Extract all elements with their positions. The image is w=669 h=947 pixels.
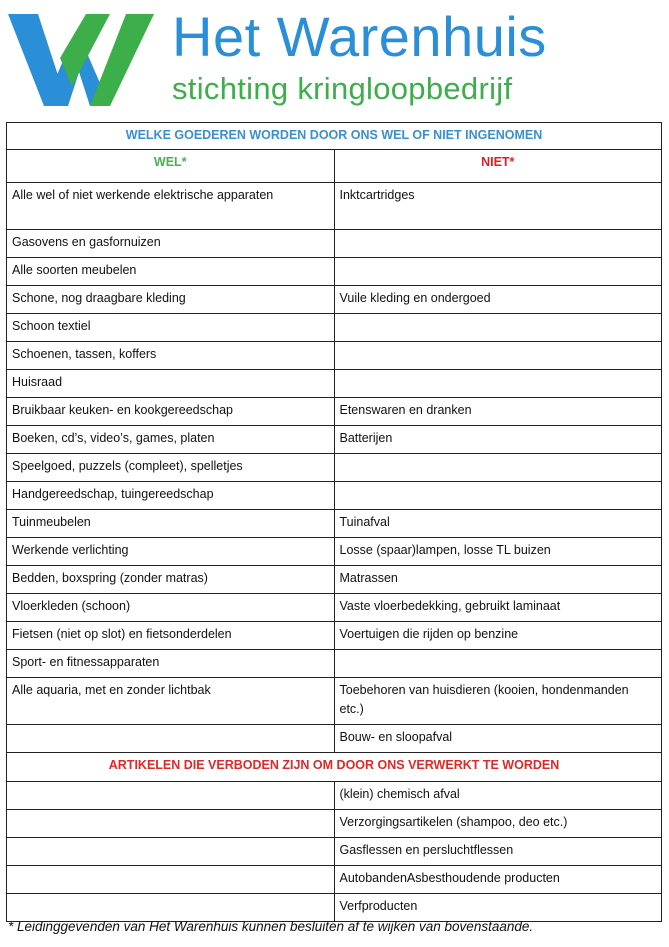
wel-cell: Schoon textiel [7,314,335,342]
forbidden-cell: (klein) chemisch afval [334,782,662,810]
wel-cell: Schoenen, tassen, koffers [7,342,335,370]
table-row [7,286,662,314]
wel-cell [7,810,335,838]
niet-cell: Losse (spaar)lampen, losse TL buizen [334,538,662,566]
niet-cell: Vuile kleding en ondergoed [334,286,662,314]
wel-cell: Sport- en fitnessapparaten [7,650,335,678]
column-header-row [7,150,662,183]
table-row [7,650,662,678]
wel-cell [7,894,335,922]
niet-cell: Vaste vloerbedekking, gebruikt laminaat [334,594,662,622]
forbidden-title: ARTIKELEN DIE VERBODEN ZIJN OM DOOR ONS VERWERKT TE WORDEN [7,753,662,782]
niet-cell: Toebehoren van huisdieren (kooien, hondenmanden etc.) [334,678,662,725]
footnote: * Leidinggevenden van Het Warenhuis kunnen besluiten af te wijken van bovenstaande. [8,919,534,934]
table-row [7,398,662,426]
column-header-wel: WEL* [7,150,335,183]
table-row [7,370,662,398]
table-title-row [7,123,662,150]
brand-title: Het Warenhuis [172,5,547,68]
wel-cell: Huisraad [7,370,335,398]
niet-cell: Bouw- en sloopafval [334,725,662,753]
wel-cell [7,866,335,894]
niet-cell: Etenswaren en dranken [334,398,662,426]
table-row [7,454,662,482]
table-row [7,594,662,622]
wel-cell: Alle aquaria, met en zonder lichtbak [7,678,335,725]
table-row [7,314,662,342]
table-row [7,258,662,286]
wel-cell: Alle soorten meubelen [7,258,335,286]
table-row [7,482,662,510]
wel-cell: Schone, nog draagbare kleding [7,286,335,314]
wel-cell [7,838,335,866]
goods-table [6,122,662,922]
table-row [7,342,662,370]
niet-cell [334,454,662,482]
column-header-niet: NIET* [334,150,662,183]
forbidden-title-row [7,753,662,782]
niet-cell [334,650,662,678]
wel-cell: Boeken, cd’s, video’s, games, platen [7,426,335,454]
niet-cell: Tuinafval [334,510,662,538]
brand-subtitle: stichting kringloopbedrijf [172,71,513,106]
forbidden-row [7,810,662,838]
wel-cell: Alle wel of niet werkende elektrische apparaten [7,183,335,230]
forbidden-cell: Verfproducten [334,894,662,922]
table-row [7,230,662,258]
wel-cell [7,782,335,810]
table-title: WELKE GOEDEREN WORDEN DOOR ONS WEL OF NIET INGENOMEN [7,123,662,150]
niet-cell [334,482,662,510]
table-row [7,426,662,454]
niet-cell [334,230,662,258]
niet-cell [334,258,662,286]
forbidden-cell: Gasflessen en persluchtflessen [334,838,662,866]
niet-cell [334,370,662,398]
wel-cell: Werkende verlichting [7,538,335,566]
wel-cell [7,725,335,753]
table-row [7,538,662,566]
forbidden-row [7,782,662,810]
forbidden-row [7,894,662,922]
niet-cell: Matrassen [334,566,662,594]
wel-cell: Fietsen (niet op slot) en fietsonderdelen [7,622,335,650]
table-row [7,725,662,753]
niet-cell: Batterijen [334,426,662,454]
niet-cell [334,314,662,342]
table-row [7,566,662,594]
forbidden-row [7,838,662,866]
header [0,0,669,118]
table-row [7,183,662,230]
wel-cell: Speelgoed, puzzels (compleet), spelletjes [7,454,335,482]
niet-cell: Voertuigen die rijden op benzine [334,622,662,650]
forbidden-row [7,866,662,894]
warenhuis-logo-icon [6,6,156,114]
wel-cell: Tuinmeubelen [7,510,335,538]
table-row [7,510,662,538]
wel-cell: Gasovens en gasfornuizen [7,230,335,258]
wel-cell: Bruikbaar keuken- en kookgereedschap [7,398,335,426]
niet-cell: Inktcartridges [334,183,662,230]
niet-cell [334,342,662,370]
wel-cell: Handgereedschap, tuingereedschap [7,482,335,510]
table-row [7,678,662,725]
wel-cell: Bedden, boxspring (zonder matras) [7,566,335,594]
wel-cell: Vloerkleden (schoon) [7,594,335,622]
forbidden-cell: AutobandenAsbesthoudende producten [334,866,662,894]
table-row [7,622,662,650]
forbidden-cell: Verzorgingsartikelen (shampoo, deo etc.) [334,810,662,838]
